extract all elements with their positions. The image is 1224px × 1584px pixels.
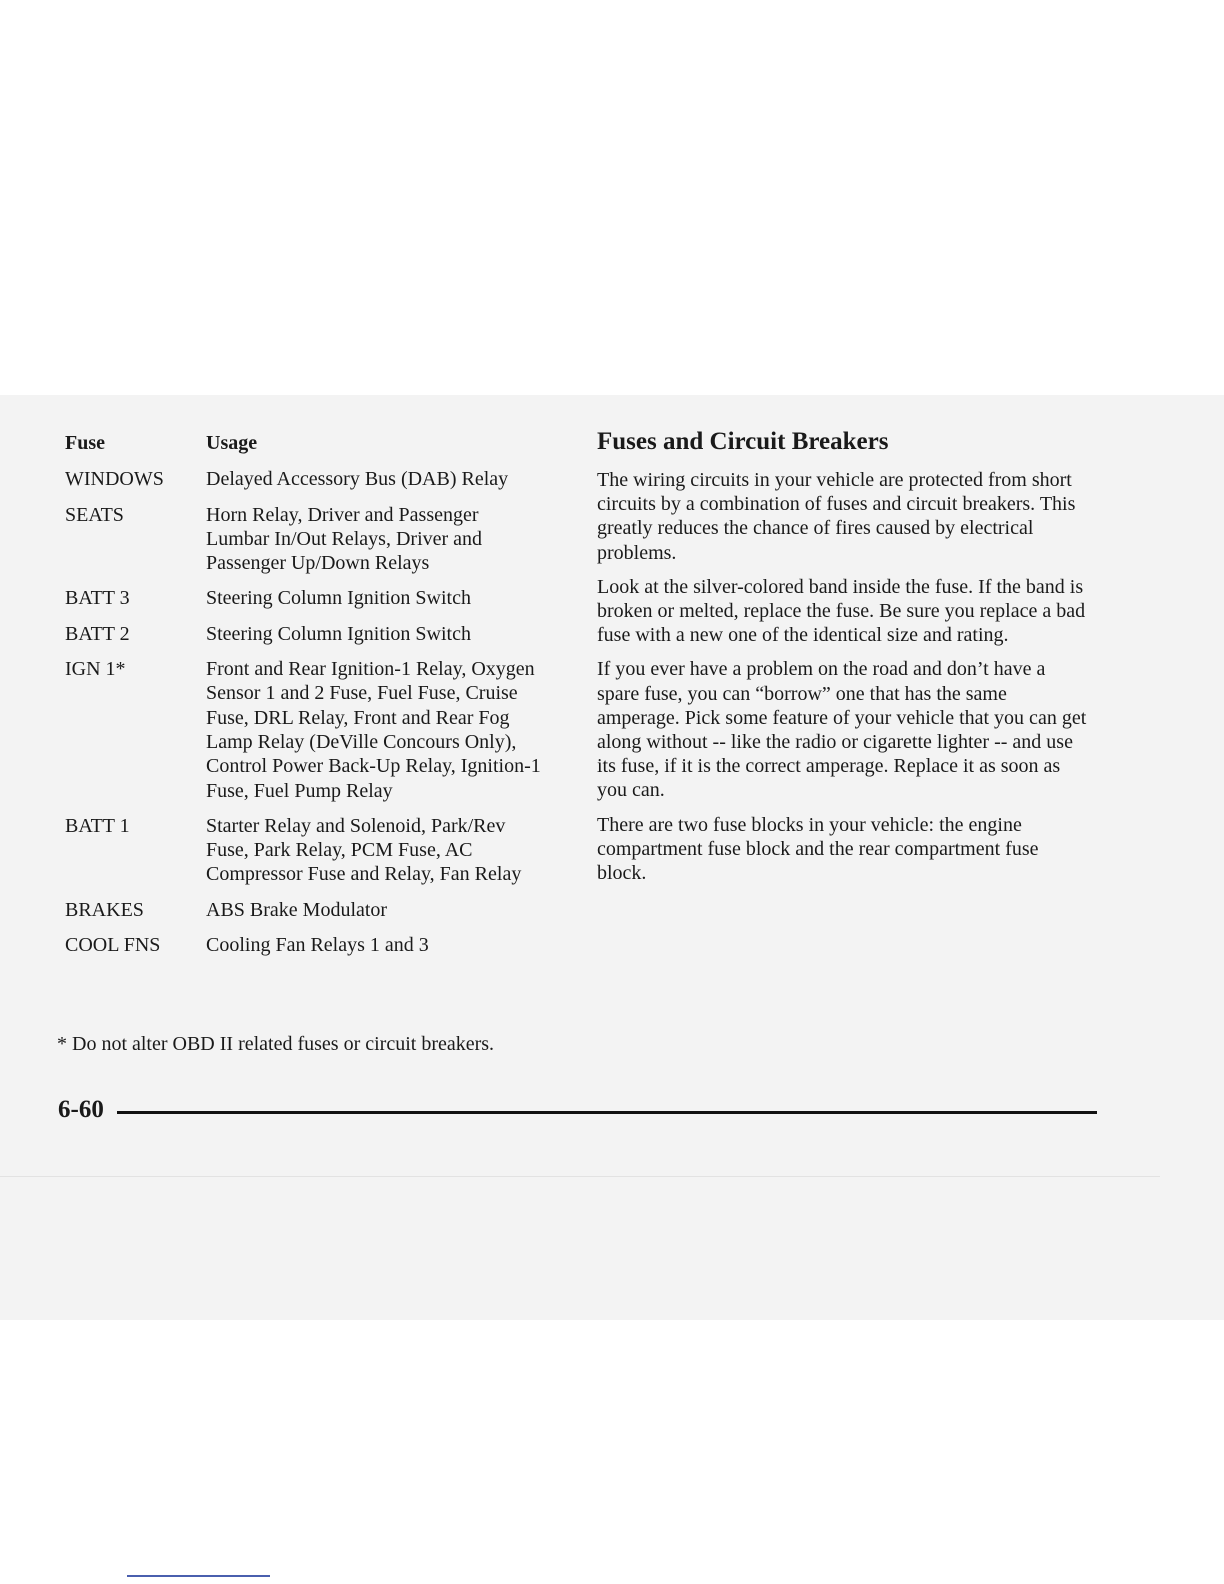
page-number: 6-60 <box>58 1096 104 1123</box>
section-paragraph: The wiring circuits in your vehicle are protected from short circuits by a combination of fuses and circuit breakers. This greatly reduces the chance of fires caused by electrical problems. <box>597 469 1076 564</box>
fuse-name: BATT 3 <box>65 587 130 610</box>
fuse-name: COOL FNS <box>65 934 161 957</box>
table-row <box>65 898 545 922</box>
table-row <box>65 586 545 610</box>
table-footnote: * Do not alter OBD II related fuses or circuit breakers. <box>57 1033 495 1055</box>
table-row <box>65 467 545 491</box>
section-paragraph: Look at the silver-colored band inside the fuse. If the band is broken or melted, replace the fuse. Be sure you replace a bad fuse with a new one of the identical size and rating. <box>597 575 1086 647</box>
fuse-usage: Cooling Fan Relays 1 and 3 <box>206 934 429 957</box>
fuse-name: SEATS <box>65 503 124 526</box>
table-row <box>65 933 545 957</box>
fuse-name: WINDOWS <box>65 468 164 491</box>
table-header-row <box>65 431 545 455</box>
fuse-usage: Delayed Accessory Bus (DAB) Relay <box>206 468 509 491</box>
footer-rule <box>117 1111 1097 1114</box>
bottom-underline-mark <box>127 1575 270 1577</box>
table-row <box>65 503 545 576</box>
fuse-usage: Steering Column Ignition Switch <box>206 622 471 645</box>
fuse-column-header: Fuse <box>65 432 105 454</box>
fuse-usage: Front and Rear Ignition-1 Relay, Oxygen Sensor 1 and 2 Fuse, Fuel Fuse, Cruise Fuse, DRL Relay, Front and Rear Fog Lamp Relay (DeVille Concours Only), Control Power Back-Up Relay, Ignition-1 Fuse, Fuel Pump Relay <box>206 658 541 802</box>
fuse-usage: Horn Relay, Driver and Passenger Lumbar In/Out Relays, Driver and Passenger Up/Down Relays <box>206 503 483 575</box>
section-heading: Fuses and Circuit Breakers <box>597 428 889 455</box>
fuse-name: BATT 1 <box>65 814 130 837</box>
fuse-name: BRAKES <box>65 898 144 921</box>
fuses-section <box>597 427 1087 895</box>
fuse-usage: ABS Brake Modulator <box>206 898 388 921</box>
fuse-usage-table <box>65 431 545 968</box>
fuse-name: BATT 2 <box>65 622 130 645</box>
table-row <box>65 622 545 646</box>
section-paragraph: There are two fuse blocks in your vehicle: the engine compartment fuse block and the rear compartment fuse block. <box>597 813 1039 885</box>
table-row <box>65 814 545 887</box>
scan-edge-line <box>0 1176 1160 1177</box>
usage-column-header: Usage <box>206 432 258 454</box>
fuse-usage: Starter Relay and Solenoid, Park/Rev Fuse, Park Relay, PCM Fuse, AC Compressor Fuse and Relay, Fan Relay <box>206 814 522 886</box>
section-paragraph: If you ever have a problem on the road and don’t have a spare fuse, you can “borrow” one that has the same amperage. Pick some feature of your vehicle that you can get along without -- like the radio or cigarette lighter -- and use its fuse, if it is the correct amperage. Replace it as soon as you can. <box>597 658 1087 802</box>
fuse-name: IGN 1* <box>65 658 126 681</box>
table-row <box>65 657 545 803</box>
fuse-usage: Steering Column Ignition Switch <box>206 587 471 610</box>
